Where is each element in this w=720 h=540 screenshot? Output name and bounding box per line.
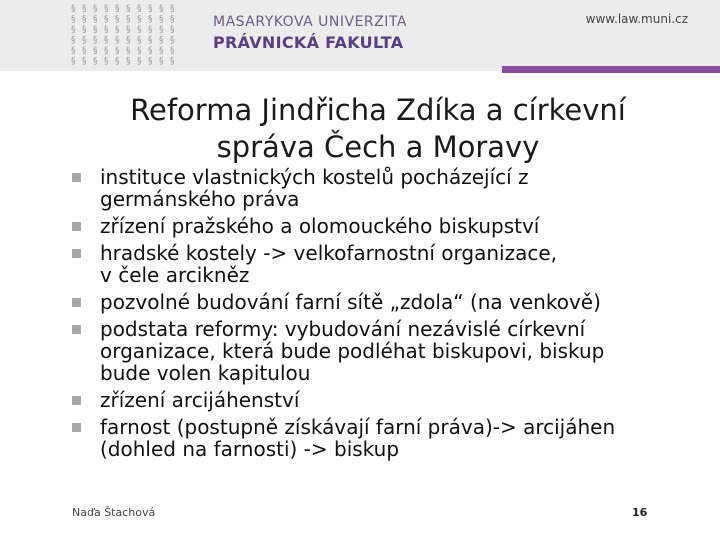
- square-bullet-icon: [72, 249, 81, 258]
- logo-glyph: §: [170, 25, 175, 35]
- logo-glyph: §: [170, 14, 175, 25]
- university-name: MASARYKOVA UNIVERZITA: [213, 14, 407, 30]
- logo-glyph: §: [93, 25, 98, 35]
- bullet-item: [72, 318, 712, 384]
- square-bullet-icon: [72, 173, 81, 182]
- logo-glyph: §: [126, 35, 131, 46]
- logo-glyph: §: [104, 25, 109, 35]
- logo-glyph: §: [93, 46, 98, 56]
- logo-glyph: §: [159, 25, 164, 35]
- logo-glyph: §: [159, 56, 164, 67]
- bullet-item: [72, 242, 712, 286]
- logo-glyph: §: [137, 25, 142, 35]
- author-name: Naďa Štachová: [72, 506, 156, 519]
- square-bullet-icon: [72, 396, 81, 405]
- logo-glyph: §: [159, 35, 164, 46]
- logo-glyph: §: [148, 35, 153, 46]
- bullet-list: [72, 166, 712, 465]
- logo-glyph: §: [71, 14, 76, 25]
- square-bullet-icon: [72, 298, 81, 307]
- logo-glyph: §: [137, 35, 142, 46]
- logo-glyph: §: [159, 14, 164, 25]
- logo-glyph: §: [148, 25, 153, 35]
- logo-glyph: §: [71, 35, 76, 46]
- logo-glyph: §: [148, 56, 153, 67]
- logo-glyph: §: [82, 14, 87, 25]
- logo-glyph: §: [148, 46, 153, 56]
- website-url[interactable]: www.law.muni.cz: [585, 12, 688, 26]
- logo-glyph: §: [104, 46, 109, 56]
- logo-glyph: §: [104, 14, 109, 25]
- logo-glyph: §: [115, 4, 120, 14]
- bullet-item: [72, 291, 712, 313]
- logo-glyph: §: [170, 56, 175, 67]
- faculty-name: PRÁVNICKÁ FAKULTA: [213, 33, 404, 52]
- logo-glyph: §: [126, 25, 131, 35]
- bullet-item: [72, 166, 712, 210]
- bullet-item: [72, 215, 712, 237]
- slide-header: [0, 0, 720, 71]
- logo-glyph: §: [148, 14, 153, 25]
- bullet-item: [72, 416, 712, 460]
- logo-glyph: §: [137, 14, 142, 25]
- bullet-item: [72, 389, 712, 411]
- logo-glyph: §: [93, 14, 98, 25]
- logo-glyph: §: [104, 56, 109, 67]
- logo-glyph: §: [170, 46, 175, 56]
- bullet-text: zřízení pražského a olomouckého biskupství: [100, 214, 540, 238]
- logo-glyph: §: [82, 4, 87, 14]
- logo-glyph: §: [71, 4, 76, 14]
- bullet-text: hradské kostely -> velkofarnostní organizace, v čele arcikněz: [100, 241, 557, 287]
- logo-glyph: §: [137, 4, 142, 14]
- logo-glyph: §: [170, 4, 175, 14]
- logo-glyph: §: [115, 56, 120, 67]
- logo-glyph: §: [159, 4, 164, 14]
- logo-glyph: §: [93, 56, 98, 67]
- logo-glyph: §: [137, 46, 142, 56]
- logo-glyph: §: [71, 46, 76, 56]
- logo-glyph: §: [71, 56, 76, 67]
- logo-glyph: §: [93, 35, 98, 46]
- page-number: 16: [632, 506, 648, 519]
- logo-glyph: §: [170, 35, 175, 46]
- logo-glyph: §: [82, 25, 87, 35]
- logo-glyph: §: [115, 25, 120, 35]
- square-bullet-icon: [72, 222, 81, 231]
- square-bullet-icon: [72, 423, 81, 432]
- logo-glyph: §: [82, 56, 87, 67]
- bullet-text: zřízení arcijáhenství: [100, 388, 300, 412]
- bullet-text: instituce vlastnických kostelů pocházející z germánského práva: [100, 165, 529, 211]
- logo-glyph: §: [93, 4, 98, 14]
- logo-glyph: §: [104, 35, 109, 46]
- logo-glyph: §: [82, 35, 87, 46]
- logo-glyph: §: [115, 35, 120, 46]
- bullet-text: farnost (postupně získávají farní práva)-> arcijáhen (dohled na farnosti) -> biskup: [100, 415, 616, 461]
- logo-glyph: §: [115, 46, 120, 56]
- logo-glyph: §: [126, 46, 131, 56]
- logo-glyph: §: [126, 14, 131, 25]
- logo-glyph: §: [82, 46, 87, 56]
- logo-glyph: §: [137, 56, 142, 67]
- slide-title: Reforma Jindřicha Zdíka a církevní správa Čech a Moravy: [130, 93, 626, 164]
- logo-glyph: §: [115, 14, 120, 25]
- logo-glyph: §: [71, 25, 76, 35]
- logo-glyph: §: [159, 46, 164, 56]
- logo-glyph: §: [126, 4, 131, 14]
- square-bullet-icon: [72, 325, 81, 334]
- logo-glyph: §: [148, 4, 153, 14]
- logo-glyph: §: [104, 4, 109, 14]
- logo-glyph: §: [126, 56, 131, 67]
- paragraph-pattern-logo-icon: [68, 1, 182, 67]
- accent-bar: [502, 66, 720, 73]
- bullet-text: podstata reformy: vybudování nezávislé církevní organizace, která bude podléhat biskupovi, biskup bude volen kapitulou: [100, 317, 605, 385]
- bullet-text: pozvolné budování farní sítě „zdola“ (na venkově): [100, 290, 601, 314]
